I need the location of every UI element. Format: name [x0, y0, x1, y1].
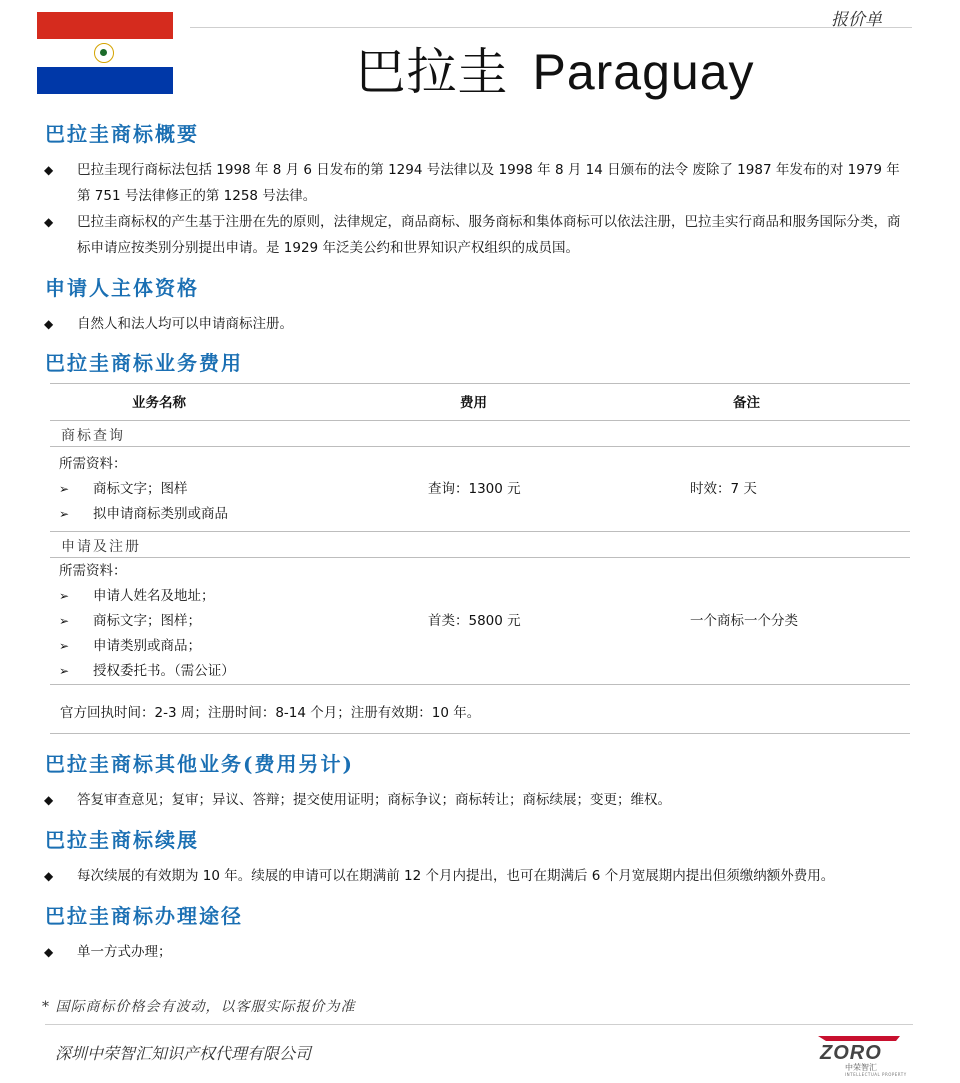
list-item: ◆ 巴拉圭现行商标法包括 1998 年 8 月 6 日发布的第 1294 号法律以及 1998 年 8 月 14 日颁布的法令 废除了 1987 年发布的对 1979 年第 751 号法律修正的第 1258 号法律。 — [44, 157, 904, 209]
section-heading-renewal: 巴拉圭商标续展 — [45, 828, 199, 852]
arrow-bullet-icon: ➢ — [59, 639, 70, 653]
table-rule — [50, 557, 910, 558]
arrow-bullet-icon: ➢ — [59, 507, 70, 521]
materials-label: 所需资料： — [59, 563, 127, 579]
list-item: ◆ 自然人和法人均可以申请商标注册。 — [44, 311, 904, 337]
column-header-fee: 费用 — [460, 395, 487, 411]
doc-label: 报价单 — [831, 10, 882, 30]
fee-value: 首类：5800 元 — [428, 613, 521, 629]
section-heading-applicant: 申请人主体资格 — [45, 276, 199, 300]
table-rule — [50, 684, 910, 685]
group-title-search: 商标查询 — [61, 428, 125, 444]
title-cn: 巴拉圭 — [355, 43, 509, 101]
footer-divider — [45, 1024, 913, 1025]
bullet-diamond-icon: ◆ — [44, 317, 54, 331]
fee-value: 查询：1300 元 — [428, 481, 521, 497]
table-row: ➢ 拟申请商标类别或商品 — [59, 502, 228, 527]
zoro-logo-icon — [812, 1032, 904, 1062]
arrow-bullet-icon: ➢ — [59, 482, 70, 496]
table-row: ➢ 商标文字；图样 — [59, 477, 228, 502]
table-rule — [50, 420, 910, 421]
bullet-diamond-icon: ◆ — [44, 163, 54, 177]
note-value: 时效：7 天 — [690, 481, 757, 497]
bullet-diamond-icon: ◆ — [44, 945, 54, 959]
arrow-bullet-icon: ➢ — [59, 614, 70, 628]
list-item: ◆ 答复审查意见；复审；异议、答辩；提交使用证明；商标争议；商标转让；商标续展；变更；维权。 — [44, 787, 904, 813]
fee-footnote: 官方回执时间：2-3 周；注册时间：8-14 个月；注册有效期：10 年。 — [60, 705, 481, 721]
table-row: ➢ 授权委托书。（需公证） — [59, 659, 235, 684]
company-name: 深圳中荣智汇知识产权代理有限公司 — [55, 1044, 312, 1063]
section-heading-channel: 巴拉圭商标办理途径 — [45, 904, 243, 928]
bullet-diamond-icon: ◆ — [44, 215, 54, 229]
list-item: ◆ 巴拉圭商标权的产生基于注册在先的原则，法律规定，商品商标、服务商标和集体商标可以依法注册，巴拉圭实行商品和服务国际分类，商标申请应按类别分别提出申请。是 1929 年泛美公约和世界知识产权组织的成员国。 — [44, 209, 904, 261]
section-heading-overview: 巴拉圭商标概要 — [45, 122, 199, 146]
table-rule — [50, 383, 910, 384]
materials-label: 所需资料： — [59, 456, 127, 472]
table-rule — [50, 446, 910, 447]
page-title — [0, 32, 960, 104]
group-title-registration: 申请及注册 — [61, 539, 141, 555]
price-disclaimer: * 国际商标价格会有波动，以客服实际报价为准 — [42, 999, 356, 1015]
column-header-note: 备注 — [733, 395, 760, 411]
bullet-diamond-icon: ◆ — [44, 869, 54, 883]
note-value: 一个商标一个分类 — [690, 613, 798, 629]
list-item: ◆ 单一方式办理； — [44, 939, 904, 965]
materials-list — [59, 559, 235, 684]
column-header-service: 业务名称 — [132, 395, 186, 411]
logo-subtitle-en: INTELLECTUAL PROPERTY — [845, 1072, 907, 1077]
bullet-diamond-icon: ◆ — [44, 793, 54, 807]
table-rule — [50, 733, 910, 734]
arrow-bullet-icon: ➢ — [59, 589, 70, 603]
section-heading-fees: 巴拉圭商标业务费用 — [45, 351, 243, 375]
arrow-bullet-icon: ➢ — [59, 664, 70, 678]
materials-list — [59, 452, 228, 527]
section-heading-other: 巴拉圭商标其他业务(费用另计) — [45, 752, 354, 776]
list-item: ◆ 每次续展的有效期为 10 年。续展的申请可以在期满前 12 个月内提出，也可在期满后 6 个月宽展期内提出但须缴纳额外费用。 — [44, 863, 904, 889]
table-row: ➢ 申请人姓名及地址； — [59, 584, 235, 609]
logo-text: ZORO — [820, 1042, 882, 1062]
table-rule — [50, 531, 910, 532]
header-divider — [190, 27, 912, 28]
table-row: ➢ 申请类别或商品； — [59, 634, 235, 659]
logo-subtitle: 中荣智汇 — [845, 1063, 877, 1072]
title-en: Paraguay — [532, 44, 755, 100]
table-row: ➢ 商标文字；图样； — [59, 609, 235, 634]
